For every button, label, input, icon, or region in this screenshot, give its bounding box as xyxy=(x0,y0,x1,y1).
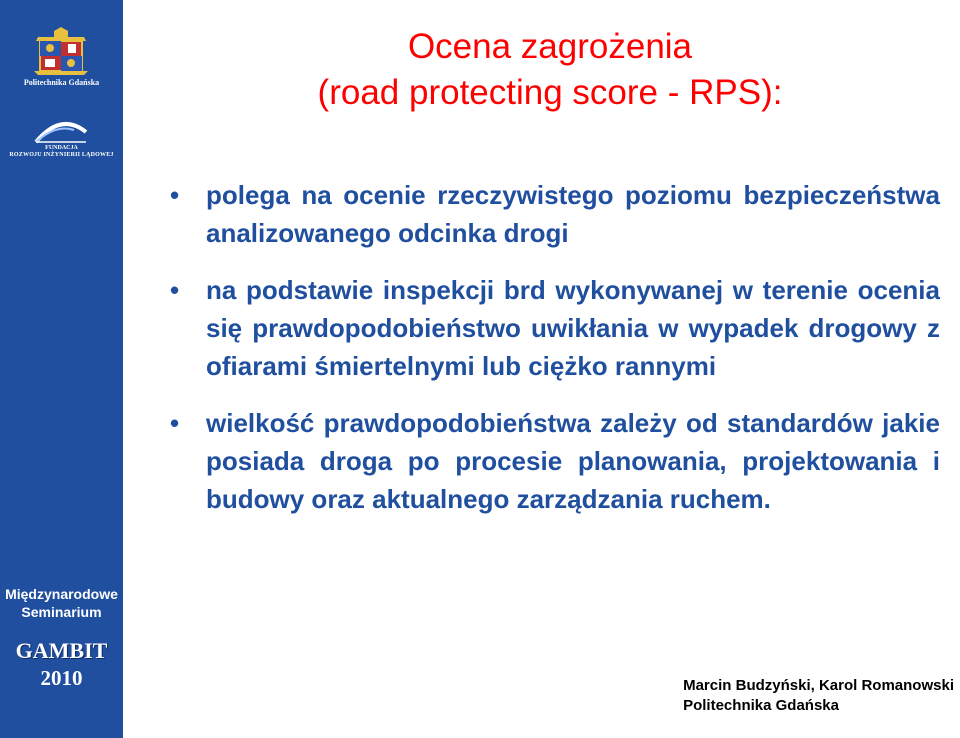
bullet-item xyxy=(160,271,940,385)
bullet-text: na podstawie inspekcji brd wykonywanej w terenie ocenia się prawdopodobieństwo uwikłania w wypadek drogowy z ofiarami śmiertelnymi lub ciężko rannymi xyxy=(206,275,940,381)
footer-institution: Politechnika Gdańska xyxy=(683,697,839,714)
bullet-marker: • xyxy=(170,408,180,438)
university-crest-logo xyxy=(30,27,92,77)
bullet-marker: • xyxy=(170,275,180,305)
footer xyxy=(683,676,954,716)
bullet-item xyxy=(160,404,940,518)
event-year: 2010 xyxy=(40,666,83,690)
seminar-label-line2: Seminarium xyxy=(21,604,102,620)
event-name: GAMBIT xyxy=(15,638,108,663)
bullet-text: wielkość prawdopodobieństwa zależy od standardów jakie posiada droga po procesie planowania, projektowania i budowy oraz aktualnego zarządzania ruchem. xyxy=(206,408,940,514)
seminar-label-line1: Międzynarodowe xyxy=(5,586,118,602)
slide-title-line1: Ocena zagrożenia xyxy=(407,27,693,66)
footer-authors: Marcin Budzyński, Karol Romanowski xyxy=(683,677,954,694)
sidebar xyxy=(0,0,123,738)
slide-title-line2: (road protecting score - RPS): xyxy=(317,73,783,112)
bullet-list xyxy=(160,176,940,537)
foundation-name-line2: ROZWOJU INŻYNIERII LĄDOWEJ xyxy=(9,152,114,158)
bullet-item xyxy=(160,176,940,252)
university-label: Politechnika Gdańska xyxy=(23,78,100,87)
bullet-marker: • xyxy=(170,180,180,210)
bullet-text: polega na ocenie rzeczywistego poziomu bezpieczeństwa analizowanego odcinka drogi xyxy=(206,180,940,248)
foundation-bridge-logo xyxy=(34,118,88,144)
foundation-name-line1: FUNDACJA xyxy=(45,145,78,151)
slide-title xyxy=(180,24,920,116)
